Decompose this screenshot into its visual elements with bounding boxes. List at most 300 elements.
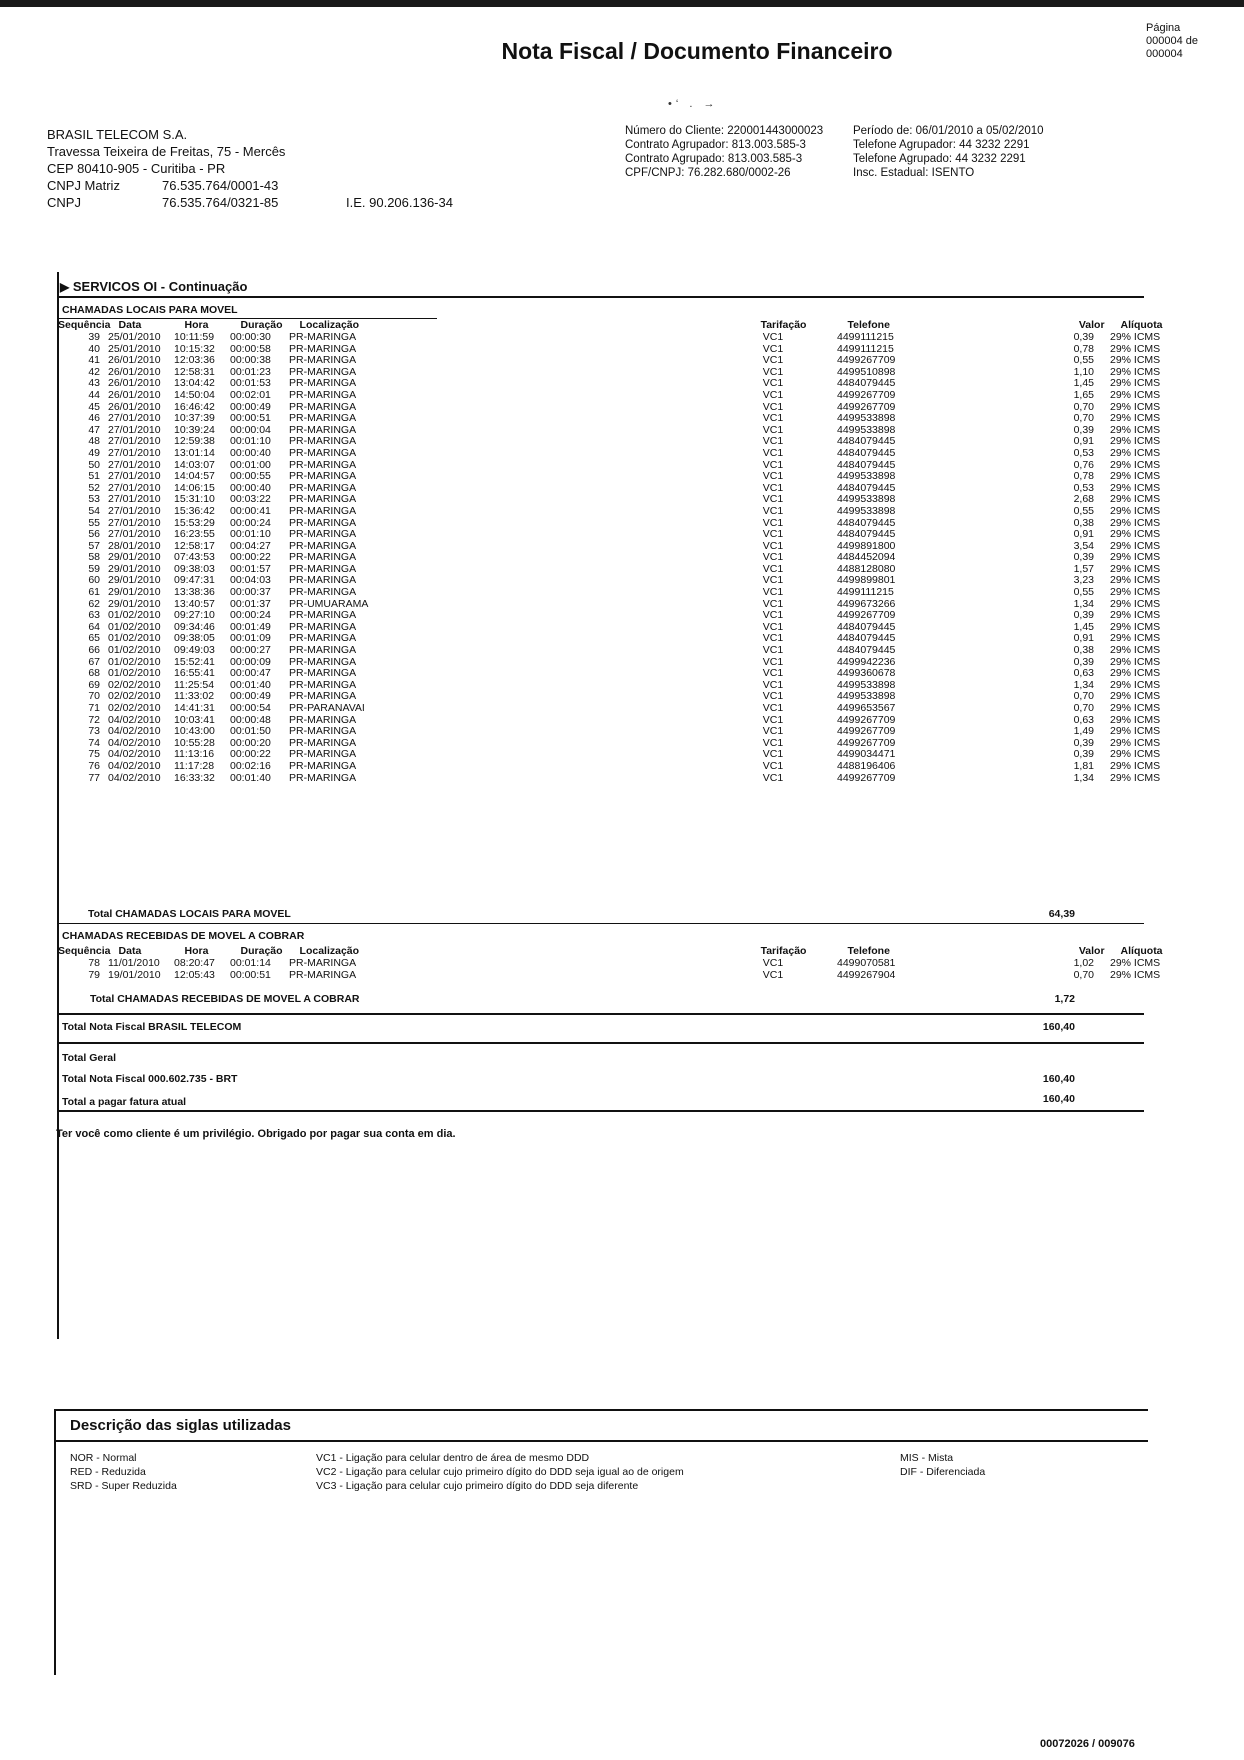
cell-valor: 2,68 xyxy=(1073,493,1094,506)
col-telefone: Telefone xyxy=(847,945,890,957)
cell-hora: 16:23:55 xyxy=(174,528,215,541)
table-row xyxy=(50,378,1180,390)
cell-data: 04/02/2010 xyxy=(108,748,161,761)
cell-telefone: 4484452094 xyxy=(837,551,896,564)
cell-valor: 0,39 xyxy=(1073,748,1094,761)
cell-localizacao: PR-MARINGA xyxy=(289,725,357,738)
cell-aliquota: 29% ICMS xyxy=(1110,632,1161,645)
cell-hora: 09:27:10 xyxy=(174,609,215,622)
cell-localizacao: PR-UMUARAMA xyxy=(289,597,369,610)
cell-seq: 69 xyxy=(88,678,100,691)
cell-tarifacao: VC1 xyxy=(762,493,784,506)
cell-tarifacao: VC1 xyxy=(762,331,784,343)
table-row xyxy=(50,471,1180,483)
cell-duracao: 00:00:24 xyxy=(230,516,271,529)
cell-data: 27/01/2010 xyxy=(108,458,161,471)
table-row xyxy=(50,413,1180,425)
cell-tarifacao: VC1 xyxy=(762,586,784,599)
cell-seq: 76 xyxy=(88,759,100,772)
telefone-agrupado: Telefone Agrupado: 44 3232 2291 xyxy=(853,153,1026,165)
cell-duracao: 00:00:41 xyxy=(230,504,271,517)
table-row xyxy=(50,970,1180,982)
cell-seq: 42 xyxy=(88,365,100,378)
cell-localizacao: PR-MARINGA xyxy=(289,968,357,981)
cell-telefone: 4499034471 xyxy=(837,748,896,761)
page-number: 000004 de xyxy=(1146,35,1198,47)
cell-hora: 15:36:42 xyxy=(174,504,215,517)
footer-code: 00072026 / 009076 xyxy=(1040,1738,1135,1750)
cell-telefone: 4499533898 xyxy=(837,690,896,703)
cell-tarifacao: VC1 xyxy=(762,423,784,436)
cell-telefone: 4484079445 xyxy=(837,528,896,541)
cell-valor: 1,10 xyxy=(1073,365,1094,378)
cell-hora: 09:34:46 xyxy=(174,620,215,633)
cell-tarifacao: VC1 xyxy=(762,504,784,517)
cpf-cnpj: CPF/CNPJ: 76.282.680/0002-26 xyxy=(625,167,791,179)
contrato-agrupador: Contrato Agrupador: 813.003.585-3 xyxy=(625,139,806,151)
cell-valor: 1,45 xyxy=(1073,620,1094,633)
col-duracao: Duração xyxy=(240,945,283,957)
cell-duracao: 00:00:22 xyxy=(230,748,271,761)
cell-localizacao: PR-MARINGA xyxy=(289,644,357,657)
cell-duracao: 00:01:40 xyxy=(230,771,271,784)
cell-duracao: 00:00:51 xyxy=(230,412,271,425)
cell-aliquota: 29% ICMS xyxy=(1110,388,1161,401)
cell-duracao: 00:00:27 xyxy=(230,644,271,657)
cell-duracao: 00:00:09 xyxy=(230,655,271,668)
cell-aliquota: 29% ICMS xyxy=(1110,354,1161,367)
cell-tarifacao: VC1 xyxy=(762,632,784,645)
col-hora: Hora xyxy=(184,319,209,331)
logo-mark: •‘ . → xyxy=(668,98,719,110)
cell-data: 04/02/2010 xyxy=(108,771,161,784)
table-row xyxy=(50,633,1180,645)
cell-hora: 16:46:42 xyxy=(174,400,215,413)
cell-localizacao: PR-MARINGA xyxy=(289,377,357,390)
inscricao-estadual-cliente: Insc. Estadual: ISENTO xyxy=(853,167,975,179)
cell-localizacao: PR-MARINGA xyxy=(289,551,357,564)
cell-valor: 0,70 xyxy=(1073,690,1094,703)
cell-telefone: 4499267709 xyxy=(837,771,896,784)
group2-total-value: 1,72 xyxy=(1054,993,1075,1005)
cell-aliquota: 29% ICMS xyxy=(1110,586,1161,599)
cell-data: 27/01/2010 xyxy=(108,504,161,517)
cell-valor: 0,91 xyxy=(1073,528,1094,541)
thank-you-message: Ter você como cliente é um privilégio. Obrigado por pagar sua conta em dia. xyxy=(56,1128,456,1140)
cell-valor: 3,23 xyxy=(1073,574,1094,587)
cell-localizacao: PR-MARINGA xyxy=(289,400,357,413)
group2-divider xyxy=(57,1013,1144,1015)
page-total: 000004 xyxy=(1146,48,1183,60)
cell-seq: 65 xyxy=(88,632,100,645)
total-nota-value: 160,40 xyxy=(1042,1021,1075,1033)
cell-seq: 43 xyxy=(88,377,100,390)
cell-tarifacao: VC1 xyxy=(762,759,784,772)
cell-localizacao: PR-MARINGA xyxy=(289,713,357,726)
cell-seq: 61 xyxy=(88,586,100,599)
col-tarifacao: Tarifação xyxy=(760,319,807,331)
play-arrow-icon: ▶ xyxy=(60,280,70,294)
cell-valor: 0,78 xyxy=(1073,470,1094,483)
legend-item: VC1 - Ligação para celular dentro de área de mesmo DDD xyxy=(316,1452,590,1464)
cell-data: 29/01/2010 xyxy=(108,574,161,587)
table-row xyxy=(50,494,1180,506)
col-aliquota: Alíquota xyxy=(1120,945,1163,957)
company-address: Travessa Teixeira de Freitas, 75 - Mercês xyxy=(47,144,286,159)
cell-aliquota: 29% ICMS xyxy=(1110,644,1161,657)
cell-seq: 52 xyxy=(88,481,100,494)
table-row xyxy=(50,460,1180,472)
cell-telefone: 4499267709 xyxy=(837,713,896,726)
cell-aliquota: 29% ICMS xyxy=(1110,597,1161,610)
cell-seq: 45 xyxy=(88,400,100,413)
cell-valor: 0,76 xyxy=(1073,458,1094,471)
cell-data: 27/01/2010 xyxy=(108,435,161,448)
table-row xyxy=(50,749,1180,761)
cell-hora: 13:40:57 xyxy=(174,597,215,610)
cell-telefone: 4499267709 xyxy=(837,388,896,401)
table-row xyxy=(50,552,1180,564)
cell-duracao: 00:00:40 xyxy=(230,481,271,494)
cell-valor: 0,55 xyxy=(1073,504,1094,517)
cell-aliquota: 29% ICMS xyxy=(1110,655,1161,668)
legend-divider xyxy=(56,1440,1148,1442)
cell-valor: 1,34 xyxy=(1073,597,1094,610)
cell-duracao: 00:02:01 xyxy=(230,388,271,401)
group2-header xyxy=(50,946,1191,958)
totals-divider xyxy=(57,1042,1144,1044)
cell-telefone: 4488196406 xyxy=(837,759,896,772)
cell-data: 27/01/2010 xyxy=(108,470,161,483)
cell-telefone: 4484079445 xyxy=(837,644,896,657)
cell-data: 04/02/2010 xyxy=(108,736,161,749)
cell-valor: 1,49 xyxy=(1073,725,1094,738)
cell-aliquota: 29% ICMS xyxy=(1110,759,1161,772)
cell-hora: 14:41:31 xyxy=(174,702,215,714)
table-row xyxy=(50,645,1180,657)
cell-seq: 55 xyxy=(88,516,100,529)
cell-localizacao: PR-MARINGA xyxy=(289,388,357,401)
cell-duracao: 00:01:00 xyxy=(230,458,271,471)
company-name: BRASIL TELECOM S.A. xyxy=(47,127,188,142)
cell-duracao: 00:01:14 xyxy=(230,957,271,969)
cell-localizacao: PR-MARINGA xyxy=(289,957,357,969)
page-label: Página xyxy=(1146,22,1181,34)
table-row xyxy=(50,657,1180,669)
legend-box xyxy=(54,1409,1148,1675)
cell-valor: 0,91 xyxy=(1073,632,1094,645)
cell-tarifacao: VC1 xyxy=(762,667,784,680)
table-row xyxy=(50,344,1180,356)
cell-hora: 09:38:05 xyxy=(174,632,215,645)
cell-valor: 0,78 xyxy=(1073,342,1094,355)
cell-aliquota: 29% ICMS xyxy=(1110,493,1161,506)
cell-localizacao: PR-MARINGA xyxy=(289,655,357,668)
cell-duracao: 00:00:51 xyxy=(230,968,271,981)
cell-hora: 10:11:59 xyxy=(174,331,215,343)
cell-hora: 14:03:07 xyxy=(174,458,215,471)
cell-telefone: 4484079445 xyxy=(837,446,896,459)
cell-aliquota: 29% ICMS xyxy=(1110,562,1161,575)
cell-telefone: 4499899801 xyxy=(837,574,896,587)
cell-duracao: 00:04:03 xyxy=(230,574,271,587)
legend-col-2 xyxy=(316,1451,684,1493)
cell-hora: 09:38:03 xyxy=(174,562,215,575)
col-telefone: Telefone xyxy=(847,319,890,331)
cell-aliquota: 29% ICMS xyxy=(1110,771,1161,784)
cell-duracao: 00:01:10 xyxy=(230,528,271,541)
cell-duracao: 00:02:16 xyxy=(230,759,271,772)
table-row xyxy=(50,483,1180,495)
cell-hora: 13:01:14 xyxy=(174,446,215,459)
cell-localizacao: PR-MARINGA xyxy=(289,331,357,343)
col-duracao: Duração xyxy=(240,319,283,331)
cell-hora: 13:38:36 xyxy=(174,586,215,599)
cell-seq: 59 xyxy=(88,562,100,575)
cell-valor: 1,45 xyxy=(1073,377,1094,390)
cell-tarifacao: VC1 xyxy=(762,678,784,691)
cell-tarifacao: VC1 xyxy=(762,342,784,355)
cell-tarifacao: VC1 xyxy=(762,968,784,981)
cell-data: 19/01/2010 xyxy=(108,968,161,981)
cell-tarifacao: VC1 xyxy=(762,690,784,703)
cell-aliquota: 29% ICMS xyxy=(1110,725,1161,738)
cell-valor: 0,39 xyxy=(1073,609,1094,622)
cell-seq: 78 xyxy=(88,957,100,969)
cell-duracao: 00:01:50 xyxy=(230,725,271,738)
cell-telefone: 4499267904 xyxy=(837,968,896,981)
cell-telefone: 4499111215 xyxy=(837,586,894,599)
cell-hora: 07:43:53 xyxy=(174,551,215,564)
cell-duracao: 00:03:22 xyxy=(230,493,271,506)
table-row xyxy=(50,587,1180,599)
cell-seq: 63 xyxy=(88,609,100,622)
table-row xyxy=(50,436,1180,448)
cell-telefone: 4499267709 xyxy=(837,736,896,749)
cell-tarifacao: VC1 xyxy=(762,702,784,714)
cell-aliquota: 29% ICMS xyxy=(1110,412,1161,425)
cell-duracao: 00:01:10 xyxy=(230,435,271,448)
cell-hora: 12:58:17 xyxy=(174,539,215,552)
cell-valor: 1,65 xyxy=(1073,388,1094,401)
cell-aliquota: 29% ICMS xyxy=(1110,446,1161,459)
cell-localizacao: PR-MARINGA xyxy=(289,586,357,599)
cell-data: 11/01/2010 xyxy=(108,957,160,969)
cell-data: 25/01/2010 xyxy=(108,342,161,355)
cell-tarifacao: VC1 xyxy=(762,470,784,483)
group2-total-label: Total CHAMADAS RECEBIDAS DE MOVEL A COBRAR xyxy=(90,993,360,1005)
legend-item: MIS - Mista xyxy=(900,1452,954,1464)
cell-data: 25/01/2010 xyxy=(108,331,161,343)
cell-hora: 11:25:54 xyxy=(174,678,215,691)
cnpj-row xyxy=(47,194,285,211)
cell-valor: 0,91 xyxy=(1073,435,1094,448)
group1-total-label: Total CHAMADAS LOCAIS PARA MOVEL xyxy=(88,908,291,920)
cell-localizacao: PR-MARINGA xyxy=(289,539,357,552)
cell-valor: 0,70 xyxy=(1073,400,1094,413)
cell-valor: 0,39 xyxy=(1073,655,1094,668)
cell-valor: 0,70 xyxy=(1073,412,1094,425)
cell-aliquota: 29% ICMS xyxy=(1110,574,1161,587)
cell-valor: 3,54 xyxy=(1073,539,1094,552)
total-nota2-label: Total Nota Fiscal 000.602.735 - BRT xyxy=(62,1073,238,1085)
cell-localizacao: PR-MARINGA xyxy=(289,423,357,436)
col-localizacao: Localização xyxy=(299,945,360,957)
group1-table xyxy=(50,332,1180,784)
col-hora: Hora xyxy=(184,945,209,957)
cell-tarifacao: VC1 xyxy=(762,597,784,610)
legend-item: VC2 - Ligação para celular cujo primeiro dígito do DDD seja igual ao de origem xyxy=(316,1466,684,1478)
cell-telefone: 4499267709 xyxy=(837,725,896,738)
cell-localizacao: PR-MARINGA xyxy=(289,493,357,506)
cell-aliquota: 29% ICMS xyxy=(1110,400,1161,413)
col-aliquota: Alíquota xyxy=(1120,319,1163,331)
section-divider xyxy=(57,296,1144,298)
cnpj-matriz-label: CNPJ Matriz xyxy=(47,178,120,193)
cell-valor: 0,53 xyxy=(1073,446,1094,459)
cell-data: 27/01/2010 xyxy=(108,481,161,494)
client-info-right xyxy=(853,124,1044,180)
cell-localizacao: PR-MARINGA xyxy=(289,528,357,541)
cell-data: 01/02/2010 xyxy=(108,632,161,645)
legend-item: DIF - Diferenciada xyxy=(900,1466,986,1478)
cell-hora: 11:33:02 xyxy=(174,690,215,703)
cell-hora: 09:47:31 xyxy=(174,574,215,587)
total-pagar-label: Total a pagar fatura atual xyxy=(62,1096,187,1108)
cell-localizacao: PR-MARINGA xyxy=(289,354,357,367)
table-row xyxy=(50,448,1180,460)
cell-hora: 14:04:57 xyxy=(174,470,215,483)
cell-seq: 64 xyxy=(88,620,100,633)
cell-aliquota: 29% ICMS xyxy=(1110,609,1161,622)
table-row xyxy=(50,367,1180,379)
cell-valor: 1,34 xyxy=(1073,678,1094,691)
cell-telefone: 4484079445 xyxy=(837,632,896,645)
table-row xyxy=(50,599,1180,611)
cell-tarifacao: VC1 xyxy=(762,365,784,378)
group2-title: CHAMADAS RECEBIDAS DE MOVEL A COBRAR xyxy=(62,930,305,942)
top-border xyxy=(0,0,1244,7)
total-geral-label: Total Geral xyxy=(62,1052,117,1064)
cell-hora: 10:37:39 xyxy=(174,412,215,425)
table-row xyxy=(50,518,1180,530)
cell-telefone: 4499510898 xyxy=(837,365,896,378)
cnpj-label: CNPJ xyxy=(47,195,81,210)
cell-data: 29/01/2010 xyxy=(108,586,161,599)
cell-localizacao: PR-MARINGA xyxy=(289,412,357,425)
cell-hora: 13:04:42 xyxy=(174,377,215,390)
cell-valor: 1,81 xyxy=(1073,759,1094,772)
col-seq: Sequência xyxy=(58,319,111,331)
cell-seq: 77 xyxy=(88,771,100,784)
cell-localizacao: PR-MARINGA xyxy=(289,632,357,645)
table-row xyxy=(50,529,1180,541)
cell-duracao: 00:00:24 xyxy=(230,609,271,622)
cell-tarifacao: VC1 xyxy=(762,574,784,587)
cell-seq: 58 xyxy=(88,551,100,564)
table-row xyxy=(50,958,1180,970)
cell-duracao: 00:01:37 xyxy=(230,597,271,610)
cell-valor: 0,55 xyxy=(1073,586,1094,599)
table-row xyxy=(50,506,1180,518)
cell-valor: 1,57 xyxy=(1073,562,1094,575)
table-row xyxy=(50,575,1180,587)
cell-hora: 15:52:41 xyxy=(174,655,215,668)
cell-seq: 49 xyxy=(88,446,100,459)
cell-valor: 0,39 xyxy=(1073,736,1094,749)
cell-seq: 70 xyxy=(88,690,100,703)
cell-data: 26/01/2010 xyxy=(108,377,161,390)
cell-seq: 53 xyxy=(88,493,100,506)
cell-aliquota: 29% ICMS xyxy=(1110,516,1161,529)
cell-data: 01/02/2010 xyxy=(108,644,161,657)
cell-duracao: 00:00:49 xyxy=(230,690,271,703)
cell-tarifacao: VC1 xyxy=(762,481,784,494)
cell-tarifacao: VC1 xyxy=(762,516,784,529)
cell-seq: 62 xyxy=(88,597,100,610)
cell-aliquota: 29% ICMS xyxy=(1110,667,1161,680)
cell-aliquota: 29% ICMS xyxy=(1110,968,1161,981)
cell-duracao: 00:01:09 xyxy=(230,632,271,645)
cell-duracao: 00:01:23 xyxy=(230,365,271,378)
section-title xyxy=(60,279,247,294)
cell-aliquota: 29% ICMS xyxy=(1110,470,1161,483)
cell-duracao: 00:00:47 xyxy=(230,667,271,680)
group2-table xyxy=(50,958,1180,981)
cell-data: 26/01/2010 xyxy=(108,354,161,367)
cell-seq: 48 xyxy=(88,435,100,448)
cell-valor: 0,63 xyxy=(1073,667,1094,680)
cell-duracao: 00:00:22 xyxy=(230,551,271,564)
table-row xyxy=(50,703,1180,715)
total-nota2-value: 160,40 xyxy=(1042,1073,1075,1085)
cell-hora: 10:39:24 xyxy=(174,423,215,436)
cell-localizacao: PR-MARINGA xyxy=(289,435,357,448)
periodo: Período de: 06/01/2010 a 05/02/2010 xyxy=(853,125,1044,137)
cell-seq: 44 xyxy=(88,388,100,401)
table-row xyxy=(50,761,1180,773)
cell-aliquota: 29% ICMS xyxy=(1110,342,1161,355)
cell-tarifacao: VC1 xyxy=(762,771,784,784)
cell-seq: 74 xyxy=(88,736,100,749)
cell-data: 28/01/2010 xyxy=(108,539,161,552)
cell-duracao: 00:00:49 xyxy=(230,400,271,413)
cell-seq: 50 xyxy=(88,458,100,471)
cell-tarifacao: VC1 xyxy=(762,562,784,575)
client-info-left xyxy=(625,124,823,180)
cell-localizacao: PR-MARINGA xyxy=(289,690,357,703)
cell-aliquota: 29% ICMS xyxy=(1110,551,1161,564)
cell-data: 04/02/2010 xyxy=(108,759,161,772)
cell-aliquota: 29% ICMS xyxy=(1110,365,1161,378)
table-row xyxy=(50,715,1180,727)
cell-hora: 12:03:36 xyxy=(174,354,215,367)
cell-hora: 11:17:28 xyxy=(174,759,215,772)
cell-duracao: 00:00:20 xyxy=(230,736,271,749)
cell-hora: 10:03:41 xyxy=(174,713,215,726)
cell-duracao: 00:04:27 xyxy=(230,539,271,552)
cell-tarifacao: VC1 xyxy=(762,435,784,448)
cell-valor: 0,55 xyxy=(1073,354,1094,367)
table-row xyxy=(50,773,1180,785)
cell-seq: 72 xyxy=(88,713,100,726)
legend-col-1 xyxy=(70,1451,177,1493)
cell-seq: 57 xyxy=(88,539,100,552)
cell-hora: 12:58:31 xyxy=(174,365,215,378)
col-data: Data xyxy=(118,945,142,957)
cell-valor: 0,38 xyxy=(1073,516,1094,529)
cell-duracao: 00:00:58 xyxy=(230,342,271,355)
